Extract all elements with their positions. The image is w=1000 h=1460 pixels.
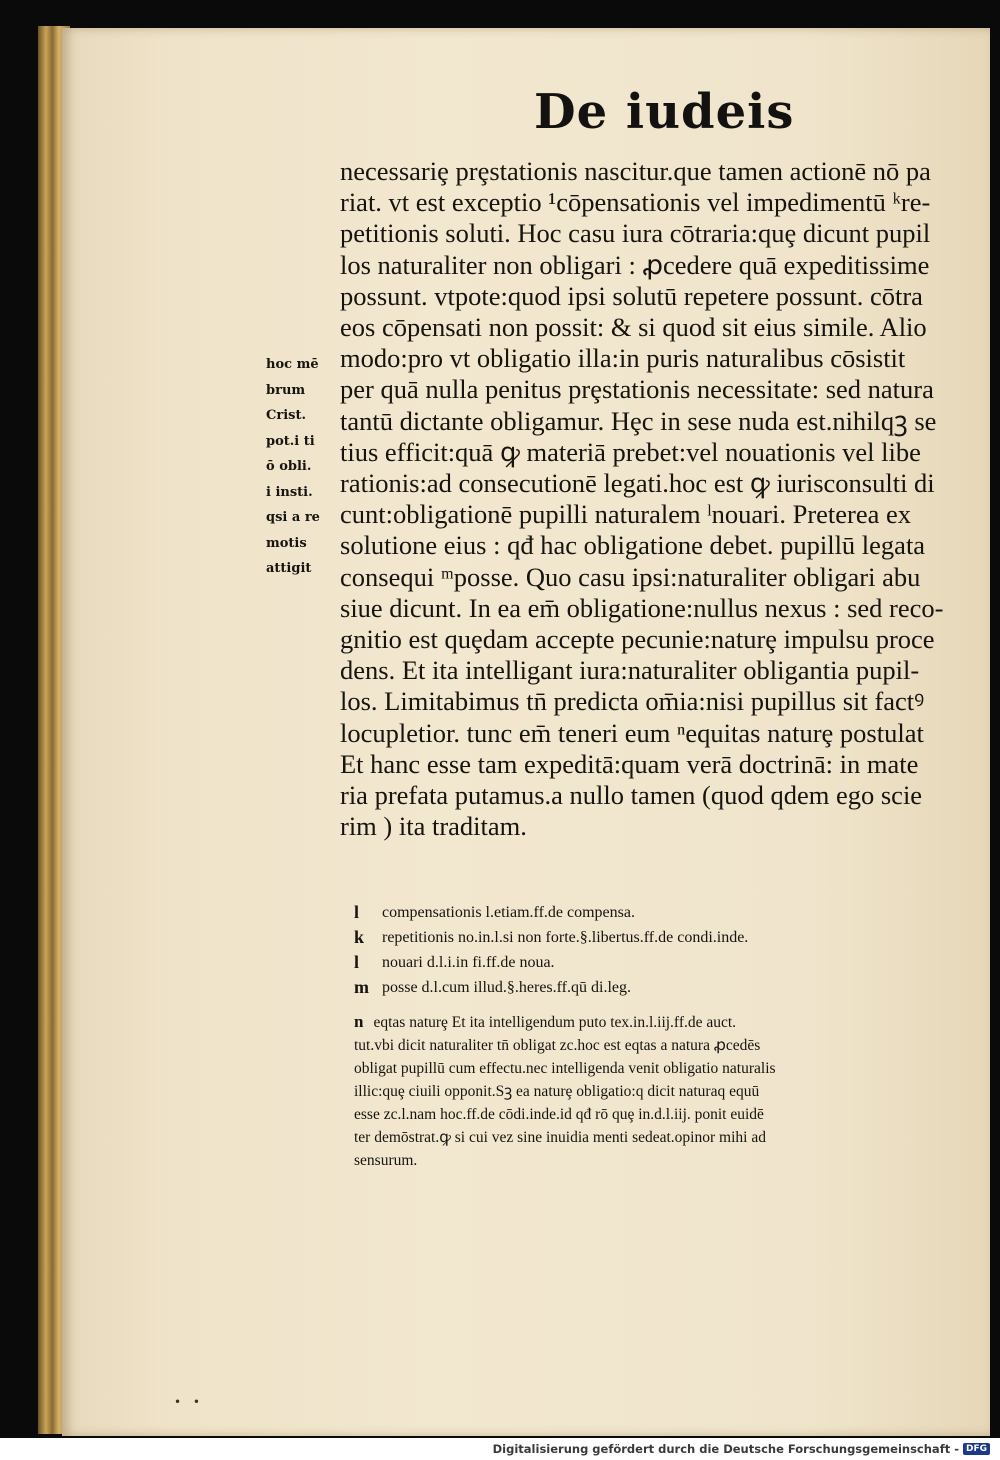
footnote xyxy=(354,925,974,950)
text-line: Et hanc esse tam expeditā:quam verā doctrinā: in mate xyxy=(340,748,919,779)
footnote-marker: k xyxy=(354,927,365,947)
footnote xyxy=(354,950,974,975)
gloss-text: tut.vbi dicit naturaliter tn̄ obligat zc.hoc est eqtas a natura ꝓcedēs xyxy=(354,1037,761,1054)
gloss-line xyxy=(354,1080,972,1103)
gloss-line xyxy=(354,1010,972,1034)
gloss-line xyxy=(354,1034,972,1057)
text-line: solutione eius : qđ hac obligatione debet. pupillū legata xyxy=(340,530,926,561)
marginal-note-line: qsi a re xyxy=(266,510,320,525)
text-line: consequi ᵐposse. Quo casu ipsi:naturaliter obligari abu xyxy=(340,561,921,592)
marginal-note-line: pot.i ti xyxy=(266,433,315,449)
marginal-note-line: Crist. xyxy=(266,408,306,423)
gloss-line xyxy=(354,1103,972,1126)
text-line: eos cōpensati non possit: & si quod sit eius simile. Alio xyxy=(340,312,927,343)
text-line: ria prefata putamus.a nullo tamen (quod qdem ego scie xyxy=(340,780,923,811)
running-heading: De iudeis xyxy=(534,84,795,140)
text-line: los naturaliter non obligari : ꝓcedere quā expeditissime xyxy=(340,249,930,280)
gloss-line xyxy=(354,1126,972,1149)
gloss-line xyxy=(354,1149,972,1172)
main-text-block xyxy=(340,156,972,842)
footnote-text: posse d.l.cum illud.§.heres.ff.qū di.leg. xyxy=(382,979,631,996)
footnote-text: nouari d.l.i.in fi.ff.de noua. xyxy=(382,954,555,971)
text-line: petitionis soluti. Hoc casu iura cōtraria:quȩ dicunt pupil xyxy=(340,218,931,249)
digitization-footer xyxy=(0,1438,1000,1460)
marginal-note-line: i insti. xyxy=(266,484,313,500)
footnote-marker: l xyxy=(354,902,360,922)
gloss-text: ter demōstrat.ꝙ si cui vez sine inuidia menti sedeat.opinor mihi ad xyxy=(354,1129,766,1146)
text-line: riat. vt est exceptio ¹cōpensationis vel impedimentū ᵏre- xyxy=(340,187,931,218)
text-line: rim ) ita traditam. xyxy=(340,811,527,842)
text-line: tantū dictante obligamur. Hȩc in sese nuda est.nihilqꝫ se xyxy=(340,405,937,436)
marginal-note xyxy=(266,352,338,582)
corner-marks: • • xyxy=(174,1395,204,1409)
footnote-marker: l xyxy=(354,952,360,972)
dfg-logo: DFG xyxy=(963,1443,990,1455)
gloss-block xyxy=(354,1010,972,1172)
text-line: modo:pro vt obligatio illa:in puris naturalibus cōsistit xyxy=(340,343,906,374)
gloss-line xyxy=(354,1057,972,1080)
text-line: gnitio est quȩdam accepte pecunie:naturȩ impulsu proce xyxy=(340,624,935,655)
gloss-text: esse zc.l.nam hoc.ff.de cōdi.inde.id qđ rō quȩ in.d.l.iij. ponit euidē xyxy=(354,1106,764,1123)
footnote-marker: m xyxy=(354,977,369,997)
text-line: dens. Et ita intelligant iura:naturaliter obligantia pupil- xyxy=(340,655,920,686)
text-line: tius efficit:quā ꝙ materiā prebet:vel nouationis vel libe xyxy=(340,436,921,467)
gloss-text: illic:quȩ ciuili opponit.Sꝫ ea naturȩ obligatio:q dicit naturaq equū xyxy=(354,1083,760,1100)
text-line: possunt. vtpote:quod ipsi solutū repetere possunt. cōtra xyxy=(340,280,923,311)
marginal-note-line: motis xyxy=(266,535,307,551)
text-line: locupletior. tunc em̄ teneri eum ⁿequitas naturȩ postulat xyxy=(340,717,924,748)
marginal-note-line: attigit xyxy=(266,561,312,576)
gloss-text: sensurum. xyxy=(354,1152,418,1169)
text-line: per quā nulla penitus prȩstationis necessitate: sed natura xyxy=(340,374,934,405)
text-line: necessariȩ prȩstationis nascitur.que tamen actionē nō pa xyxy=(340,156,931,186)
text-line: rationis:ad consecutionē legati.hoc est ꝙ iurisconsulti di xyxy=(340,468,935,499)
marginal-note-line: brum xyxy=(266,382,306,398)
marginal-note-line: ō obli. xyxy=(266,459,312,474)
funding-credit: Digitalisierung gefördert durch die Deutsche Forschungsgemeinschaft - xyxy=(492,1442,959,1456)
gloss-text: eqtas naturȩ Et ita intelligendum puto tex.in.l.iij.ff.de auct. xyxy=(373,1014,737,1031)
footnote-text: compensationis l.etiam.ff.de compensa. xyxy=(382,904,635,921)
gloss-marker: n xyxy=(354,1012,364,1031)
footnote xyxy=(354,900,974,925)
footnote xyxy=(354,975,974,1000)
gloss-text: obligat pupillū cum effectu.nec intelligenda venit obligatio naturalis xyxy=(354,1060,776,1077)
marginal-note-line: hoc mē xyxy=(266,357,319,372)
text-line: siue dicunt. In ea em̄ obligatione:nullus nexus : sed reco- xyxy=(340,592,944,623)
footnote-text: repetitionis no.in.l.si non forte.§.libertus.ff.de condi.inde. xyxy=(382,929,749,946)
text-line: los. Limitabimus tn̄ predicta om̄ia:nisi pupillus sit factꝰ xyxy=(340,686,925,717)
footnotes-block xyxy=(354,900,974,1000)
text-line: cunt:obligationē pupilli naturalem ˡnouari. Preterea ex xyxy=(340,499,912,530)
